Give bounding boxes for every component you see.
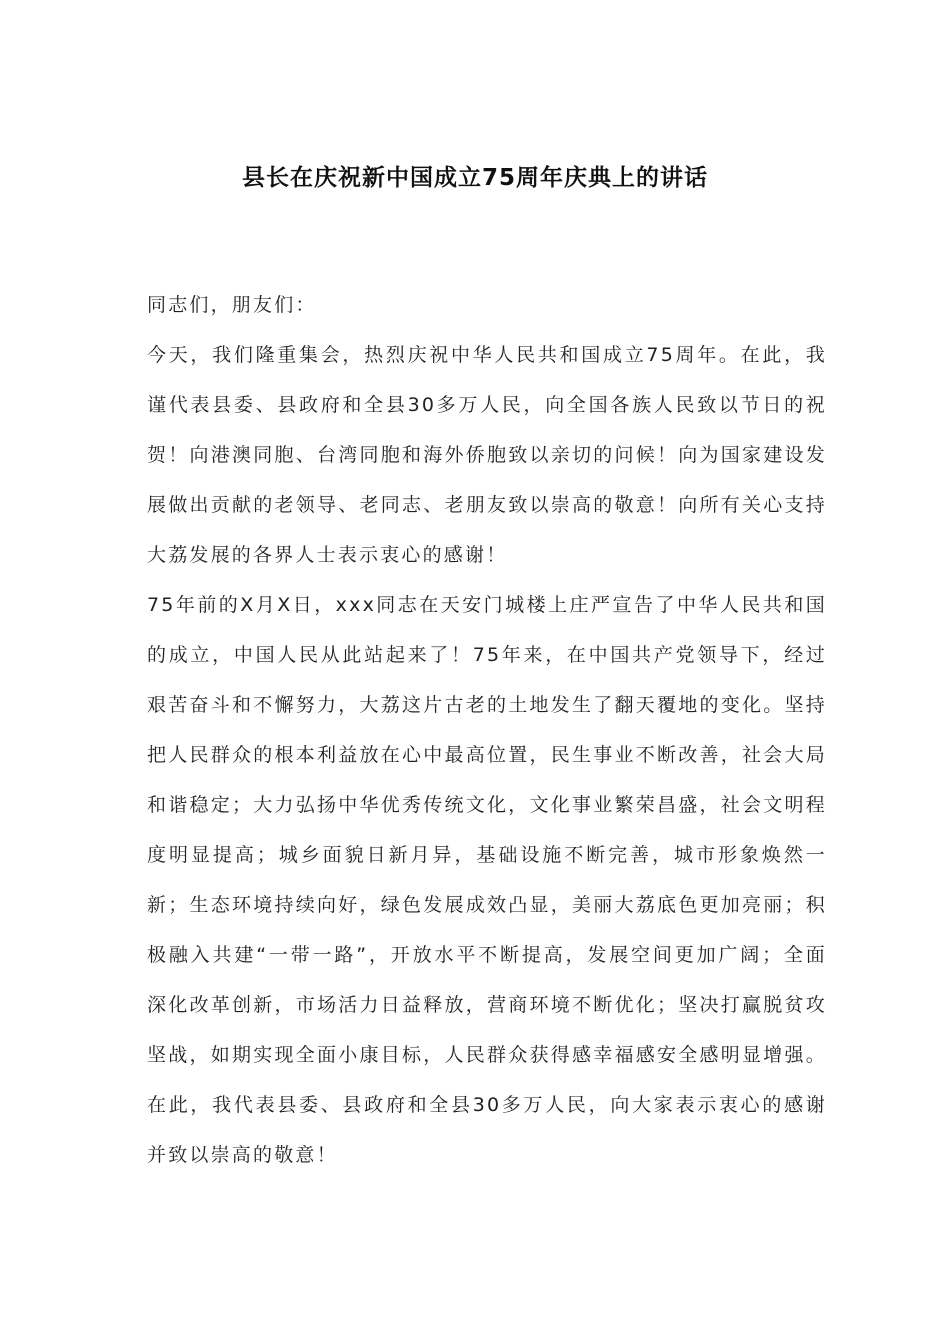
salutation: 同志们，朋友们： <box>147 294 317 316</box>
paragraph-2: 75年前的X月X日，xxx同志在天安门城楼上庄严宣告了中华人民共和国的成立，中国人民从此站起来了！75年来，在中国共产党领导下，经过艰苦奋斗和不懈努力，大荔这片古老的土地发生了翻天覆地的变化。坚持把人民群众的根本利益放在心中最高位置，民生事业不断改善，社会大局和谐稳定；大力弘扬中华优秀传统文化，文化事业繁荣昌盛，社会文明程度明显提高；城乡面貌日新月异，基础设施不断完善，城市形象焕然一新；生态环境持续向好，绿色发展成效凸显，美丽大荔底色更加亮丽；积极融入共建“一带一路”，开放水平不断提高，发展空间更加广阔；全面深化改革创新，市场活力日益释放，营商环境不断优化；坚决打赢脱贫攻坚战，如期实现全面小康目标，人民群众获得感幸福感安全感明显增强。在此，我代表县委、县政府和全县30多万人民，向大家表示衷心的感谢并致以崇高的敬意！ <box>147 594 827 1166</box>
document-body <box>147 280 827 1180</box>
paragraph-1: 今天，我们隆重集会，热烈庆祝中华人民共和国成立75周年。在此，我谨代表县委、县政府和全县30多万人民，向全国各族人民致以节日的祝贺！向港澳同胞、台湾同胞和海外侨胞致以亲切的问候！向为国家建设发展做出贡献的老领导、老同志、老朋友致以崇高的敬意！向所有关心支持大荔发展的各界人士表示衷心的感谢！ <box>147 344 827 566</box>
document-title: 县长在庆祝新中国成立75周年庆典上的讲话 <box>241 165 708 191</box>
